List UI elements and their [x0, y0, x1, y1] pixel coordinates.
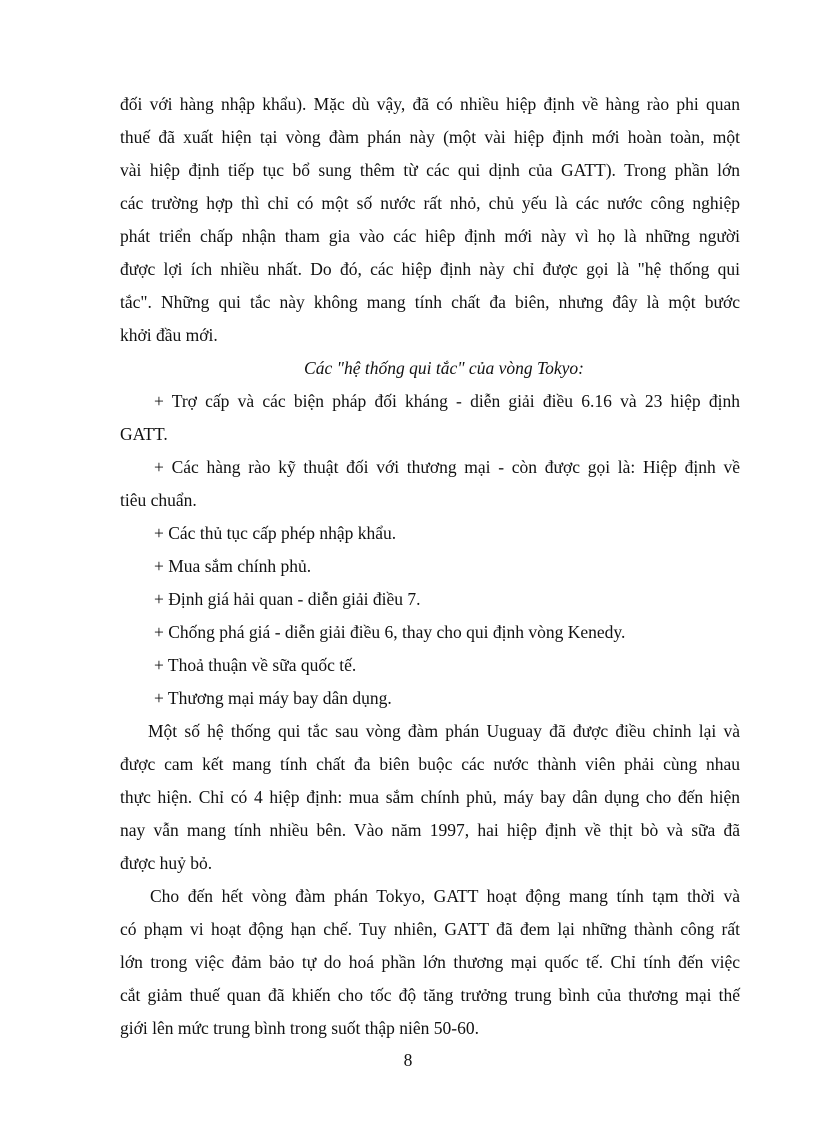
paragraph-intro	[120, 88, 740, 352]
text-line: thuế đã xuất hiện tại vòng đàm phán này (một vài hiệp định mới hoàn toàn, một	[120, 127, 740, 147]
paragraph-uruguay	[120, 715, 740, 880]
text-line: cắt giảm thuế quan đã khiến cho tốc độ tăng trưởng trung bình của thương mại thế	[120, 985, 740, 1005]
list-item-continuation: GATT.	[120, 424, 168, 444]
section-heading: Các "hệ thống qui tắc" của vòng Tokyo:	[304, 358, 584, 378]
text-line: giới lên mức trung bình trong suốt thập niên 50-60.	[120, 1018, 479, 1038]
text-line: đối với hàng nhập khẩu). Mặc dù vậy, đã có nhiều hiệp định về hàng rào phi quan	[120, 94, 740, 114]
page-number: 8	[403, 1050, 413, 1070]
text-line: vài hiệp định tiếp tục bổ sung thêm từ các qui dịnh của GATT). Trong phần lớn	[120, 160, 740, 180]
paragraph-tokyo	[120, 880, 740, 1045]
list-item: + Định giá hải quan - diễn giải điều 7.	[154, 589, 421, 609]
text-line: được cam kết mang tính chất đa biên buộc các nước thành viên phải cùng nhau	[120, 754, 740, 774]
list-item: + Chống phá giá - diễn giải điều 6, thay cho qui định vòng Kenedy.	[154, 622, 626, 642]
list-item: + Các hàng rào kỹ thuật đối với thương mại - còn được gọi là: Hiệp định về	[154, 457, 740, 477]
list-item: + Trợ cấp và các biện pháp đối kháng - diễn giải điều 6.16 và 23 hiệp định	[154, 391, 740, 411]
text-line: Cho đến hết vòng đàm phán Tokyo, GATT hoạt động mang tính tạm thời và	[150, 886, 740, 906]
list-item: + Các thủ tục cấp phép nhập khẩu.	[154, 523, 397, 543]
text-line: được lợi ích nhiều nhất. Do đó, các hiệp định này chỉ được gọi là "hệ thống qui	[120, 259, 740, 279]
text-line: khởi đầu mới.	[120, 325, 218, 345]
text-line: thực hiện. Chỉ có 4 hiệp định: mua sắm chính phủ, máy bay dân dụng cho đến hiện	[120, 787, 740, 807]
text-line: lớn trong việc đảm bảo tự do hoá phần lớn thương mại quốc tế. Chỉ tính đến việc	[120, 952, 740, 972]
list-item: + Thoả thuận về sữa quốc tế.	[154, 655, 357, 675]
list-item: + Mua sắm chính phủ.	[154, 556, 312, 576]
text-line: nay vẫn mang tính nhiều bên. Vào năm 1997, hai hiệp định về thịt bò và sữa đã	[120, 820, 740, 840]
text-line: Một số hệ thống qui tắc sau vòng đàm phán Uuguay đã được điều chỉnh lại và	[148, 721, 740, 741]
text-line: có phạm vi hoạt động hạn chế. Tuy nhiên, GATT đã đem lại những thành công rất	[120, 919, 740, 939]
list-item-continuation: tiêu chuẩn.	[120, 490, 197, 510]
text-line: tắc". Những qui tắc này không mang tính chất đa biên, nhưng đây là một bước	[120, 292, 740, 312]
text-line: phát triển chấp nhận tham gia vào các hiêp định mới này vì họ là những người	[120, 226, 740, 246]
text-line: được huỷ bỏ.	[120, 853, 213, 873]
rule-list	[120, 385, 740, 715]
document-page	[120, 88, 740, 1045]
text-line: các trường hợp thì chỉ có một số nước rất nhỏ, chủ yếu là các nước công nghiệp	[120, 193, 740, 213]
list-item: + Thương mại máy bay dân dụng.	[154, 688, 392, 708]
